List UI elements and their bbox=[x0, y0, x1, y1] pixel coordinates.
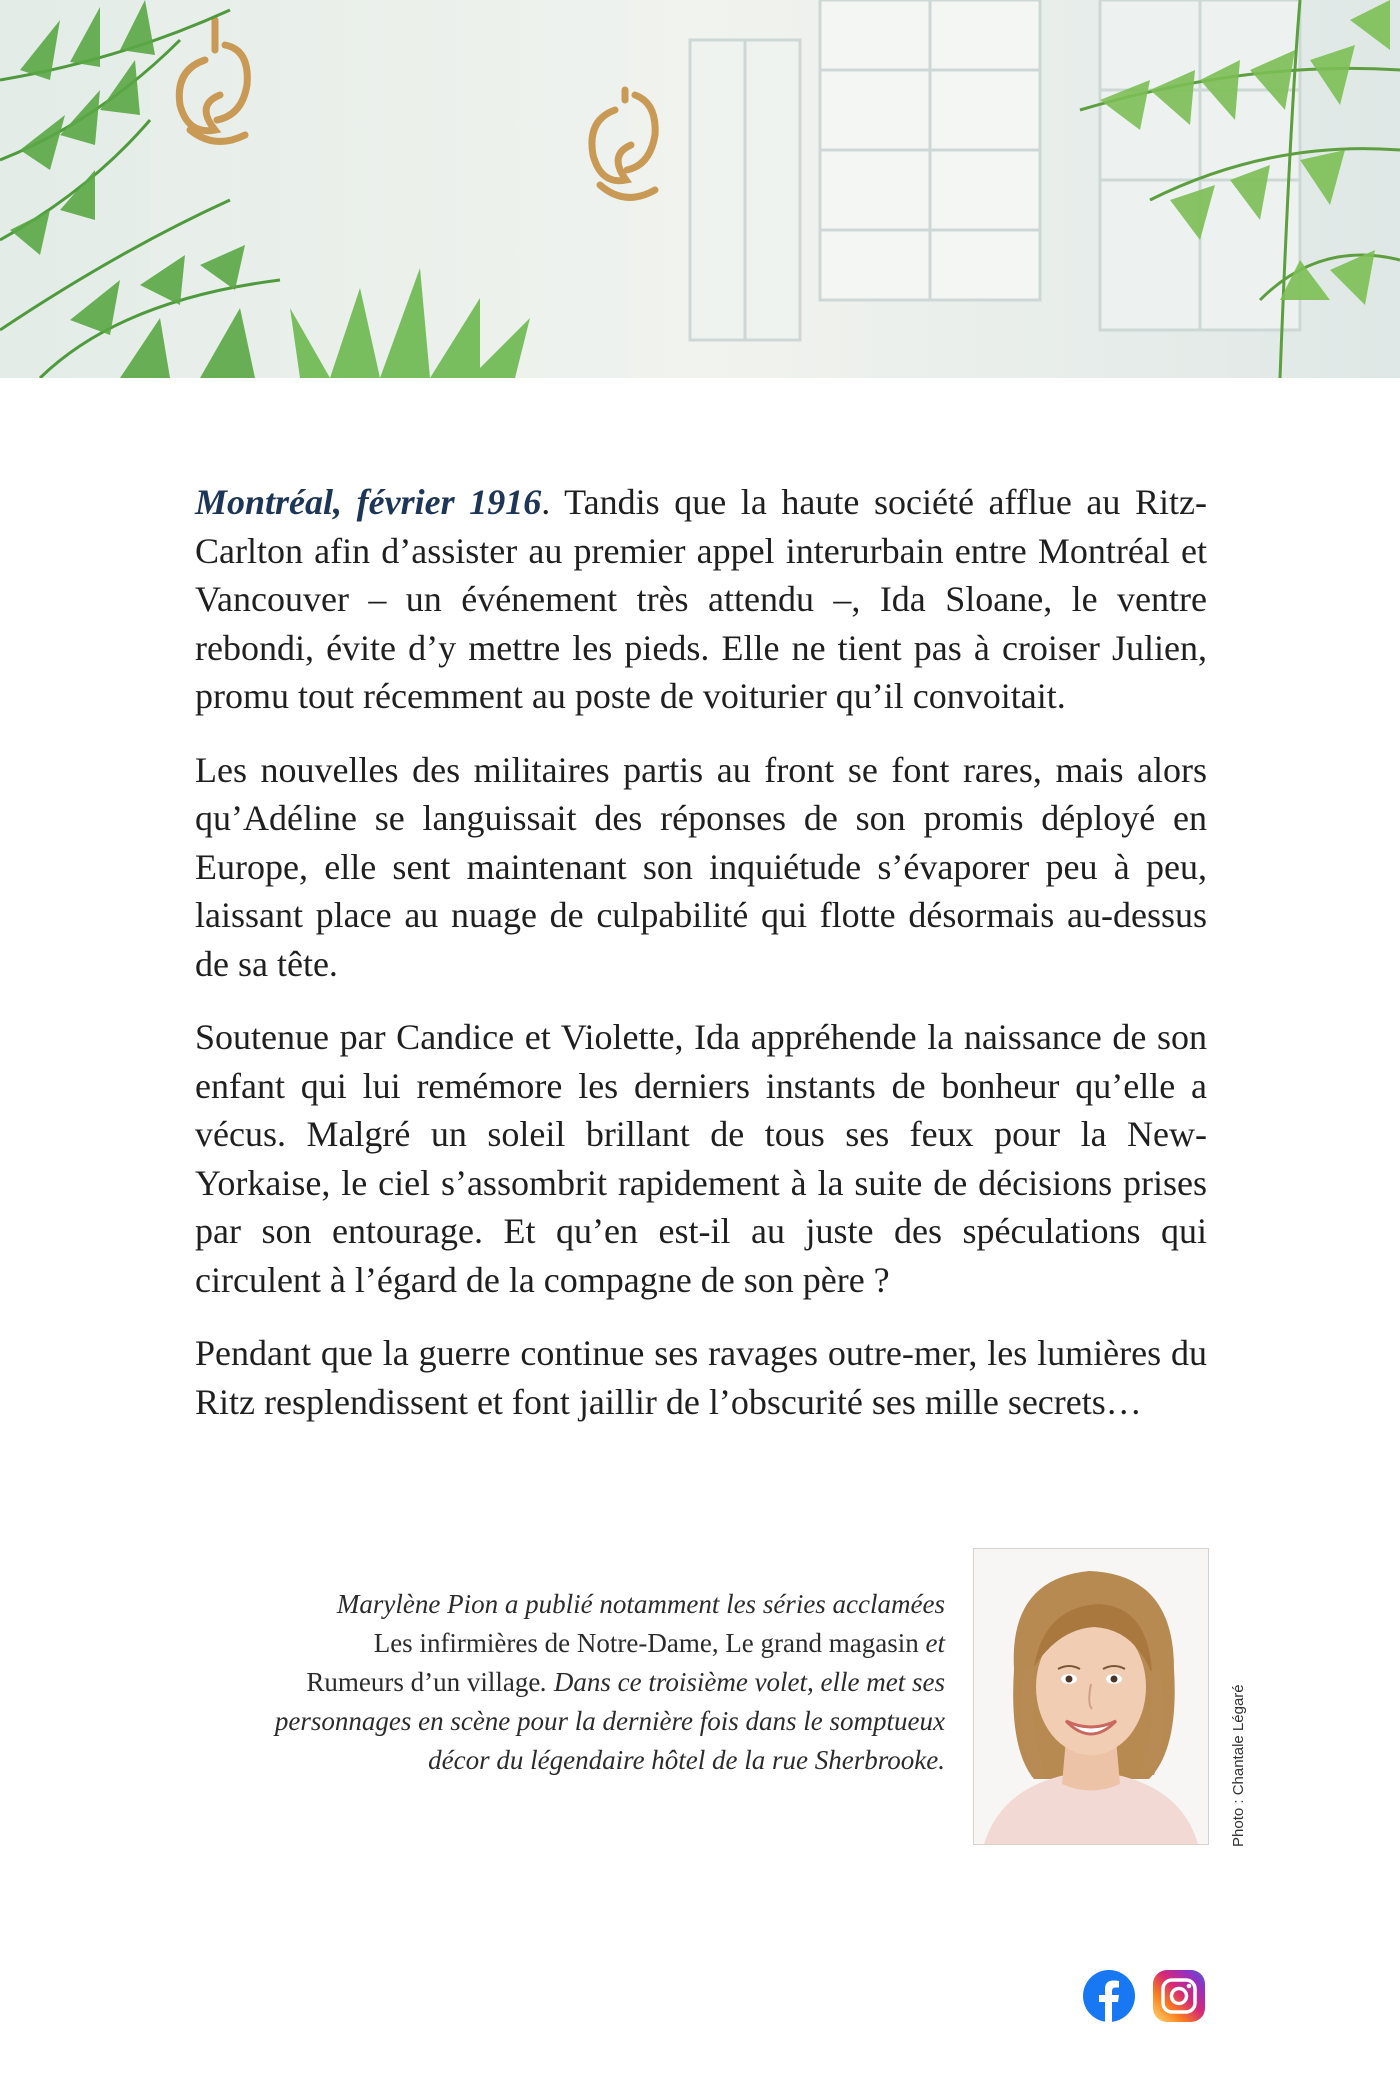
header-illustration bbox=[0, 0, 1400, 378]
back-cover-blurb bbox=[195, 478, 1207, 1451]
blurb-paragraph-4: Pendant que la guerre continue ses ravages outre-mer, les lumières du Ritz resplendissent et font jaillir de l’obscurité ses mille secrets… bbox=[195, 1333, 1207, 1422]
series-title-1: Les infirmières de Notre-Dame bbox=[373, 1628, 712, 1658]
blurb-paragraph-1 bbox=[195, 478, 1207, 721]
author-bio-outro: . Dans ce troisième volet, elle met ses personnages en scène pour la dernière fois dans le somptueux décor du légendaire hôtel de la rue Sherbrooke. bbox=[274, 1667, 945, 1775]
series-conjunction: et bbox=[918, 1628, 945, 1658]
author-bio bbox=[250, 1585, 945, 1780]
blurb-lead: Montréal, février 1916 bbox=[195, 482, 542, 522]
series-title-3: Rumeurs d’un village bbox=[306, 1667, 541, 1697]
blurb-paragraph-3: Soutenue par Candice et Violette, Ida appréhende la naissance de son enfant qui lui remémore les derniers instants de bonheur qu’elle a vécus. Malgré un soleil brillant de tous ses feux pour la New-Yorkaise, le ciel s’assombrit rapidement à la suite de décisions prises par son entourage. Et qu’en est-il au juste des spéculations qui circulent à l’égard de la compagne de son père ? bbox=[195, 1017, 1207, 1300]
author-photo bbox=[973, 1548, 1209, 1845]
photo-credit: Photo : Chantale Légaré bbox=[1230, 1684, 1247, 1847]
window-illustration bbox=[690, 0, 1300, 340]
series-title-2: Le grand magasin bbox=[725, 1628, 919, 1658]
author-bio-intro: Marylène Pion a publié notamment les séries acclamées bbox=[336, 1589, 945, 1619]
blurb-paragraph-2: Les nouvelles des militaires partis au front se font rares, mais alors qu’Adéline se languissait des réponses de son promis déployé en Europe, elle sent maintenant son inquiétude s’évaporer peu à peu, laissant place au nuage de culpabilité qui flotte désormais au-dessus de sa tête. bbox=[195, 749, 1207, 984]
series-separator: , bbox=[711, 1628, 726, 1658]
instagram-icon[interactable] bbox=[1153, 1970, 1205, 2022]
blurb-paragraph-1-text: . Tandis que la haute société afflue au Ritz-Carlton afin d’assister au premier appel interurbain entre Montréal et Vancouver – un événement très attendu –, Ida Sloane, le ventre rebondi, évite d’y mettre les pieds. Elle ne tient pas à croiser Julien, promu tout récemment au poste de voiturier qu’il convoitait. bbox=[195, 482, 1207, 716]
facebook-icon[interactable] bbox=[1083, 1970, 1135, 2022]
